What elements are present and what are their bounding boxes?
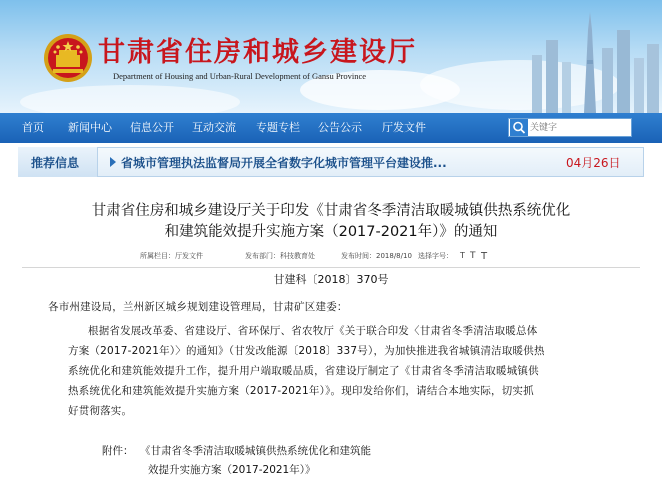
national-emblem-icon — [43, 33, 93, 83]
nav-item-home[interactable]: 首页 — [22, 121, 44, 134]
nav-item-notices[interactable]: 公告公示 — [318, 121, 362, 134]
nav-item-info-public[interactable]: 信息公开 — [130, 121, 174, 134]
nav-item-news[interactable]: 新闻中心 — [68, 121, 112, 134]
font-size-medium-button[interactable]: T — [470, 251, 476, 261]
nav-item-special-topics[interactable]: 专题专栏 — [256, 121, 300, 134]
body-salutation: 各市州建设局，兰州新区城乡规划建设管理局，甘肃矿区建委： — [48, 301, 348, 313]
arrow-right-icon — [110, 157, 116, 167]
nav-item-documents[interactable]: 厅发文件 — [382, 121, 426, 134]
nav-item-interaction[interactable]: 互动交流 — [192, 121, 236, 134]
meta-font-size-label: 选择字号： — [418, 252, 453, 260]
meta-publish-time: 发布时间：2018/8/10 — [341, 252, 412, 260]
body-paragraph-line: 根据省发展改革委、省建设厅、省环保厅、省农牧厅《关于联合印发〈甘肃省冬季清洁取暖总体 — [88, 325, 538, 337]
body-paragraph-line: 热系统优化和建筑能效提升实施方案（2017-2021年）》。现印发给你们，请结合本地实际，切实抓 — [68, 385, 534, 397]
search-icon[interactable] — [510, 119, 528, 136]
site-subtitle: Department of Housing and Urban-Rural Development of Gansu Province — [113, 71, 367, 81]
meta-category: 所属栏目：厅发文件 — [140, 252, 203, 260]
site-title: 甘肃省住房和城乡建设厅 — [98, 37, 417, 68]
attachment-link-line1[interactable]: 《甘肃省冬季清洁取暖城镇供热系统优化和建筑能 — [140, 445, 371, 457]
header-banner — [0, 0, 662, 113]
font-size-small-button[interactable]: T — [460, 251, 465, 260]
search-input[interactable] — [530, 119, 630, 136]
meta-divider — [22, 267, 640, 268]
banner-cloud — [20, 85, 240, 113]
article-title-line1: 甘肃省住房和城乡建设厅关于印发《甘肃省冬季清洁取暖城镇供热系统优化 — [91, 203, 571, 219]
font-size-large-button[interactable]: T — [481, 251, 488, 262]
recommend-headline-link[interactable]: 省城市管理执法监督局开展全省数字化城市管理平台建设推... — [121, 156, 447, 170]
article-title-line2: 和建筑能效提升实施方案（2017-2021年）》的通知 — [164, 224, 498, 240]
recommend-label: 推荐信息 — [31, 156, 80, 170]
attachment-link-line2[interactable]: 效提升实施方案（2017-2021年）》 — [148, 464, 316, 476]
document-number: 甘建科〔2018〕370号 — [273, 273, 389, 286]
city-skyline-illustration — [522, 0, 662, 113]
recommend-date: 04月26日 — [566, 156, 621, 170]
body-paragraph-line: 好贯彻落实。 — [68, 405, 133, 417]
body-paragraph-line: 方案（2017-2021年）〉的通知》（甘发改能源〔2018〕337号），为加快推进我省城镇清洁取暖供热 — [68, 345, 545, 357]
body-paragraph-line: 系统优化和建筑能效提升工作，提升用户端取暖品质，省建设厅制定了《甘肃省冬季清洁取暖城镇供 — [68, 365, 539, 377]
attachment-label: 附件： — [102, 445, 134, 457]
meta-department: 发布部门：科技教育处 — [245, 252, 315, 260]
article-meta — [0, 251, 662, 263]
